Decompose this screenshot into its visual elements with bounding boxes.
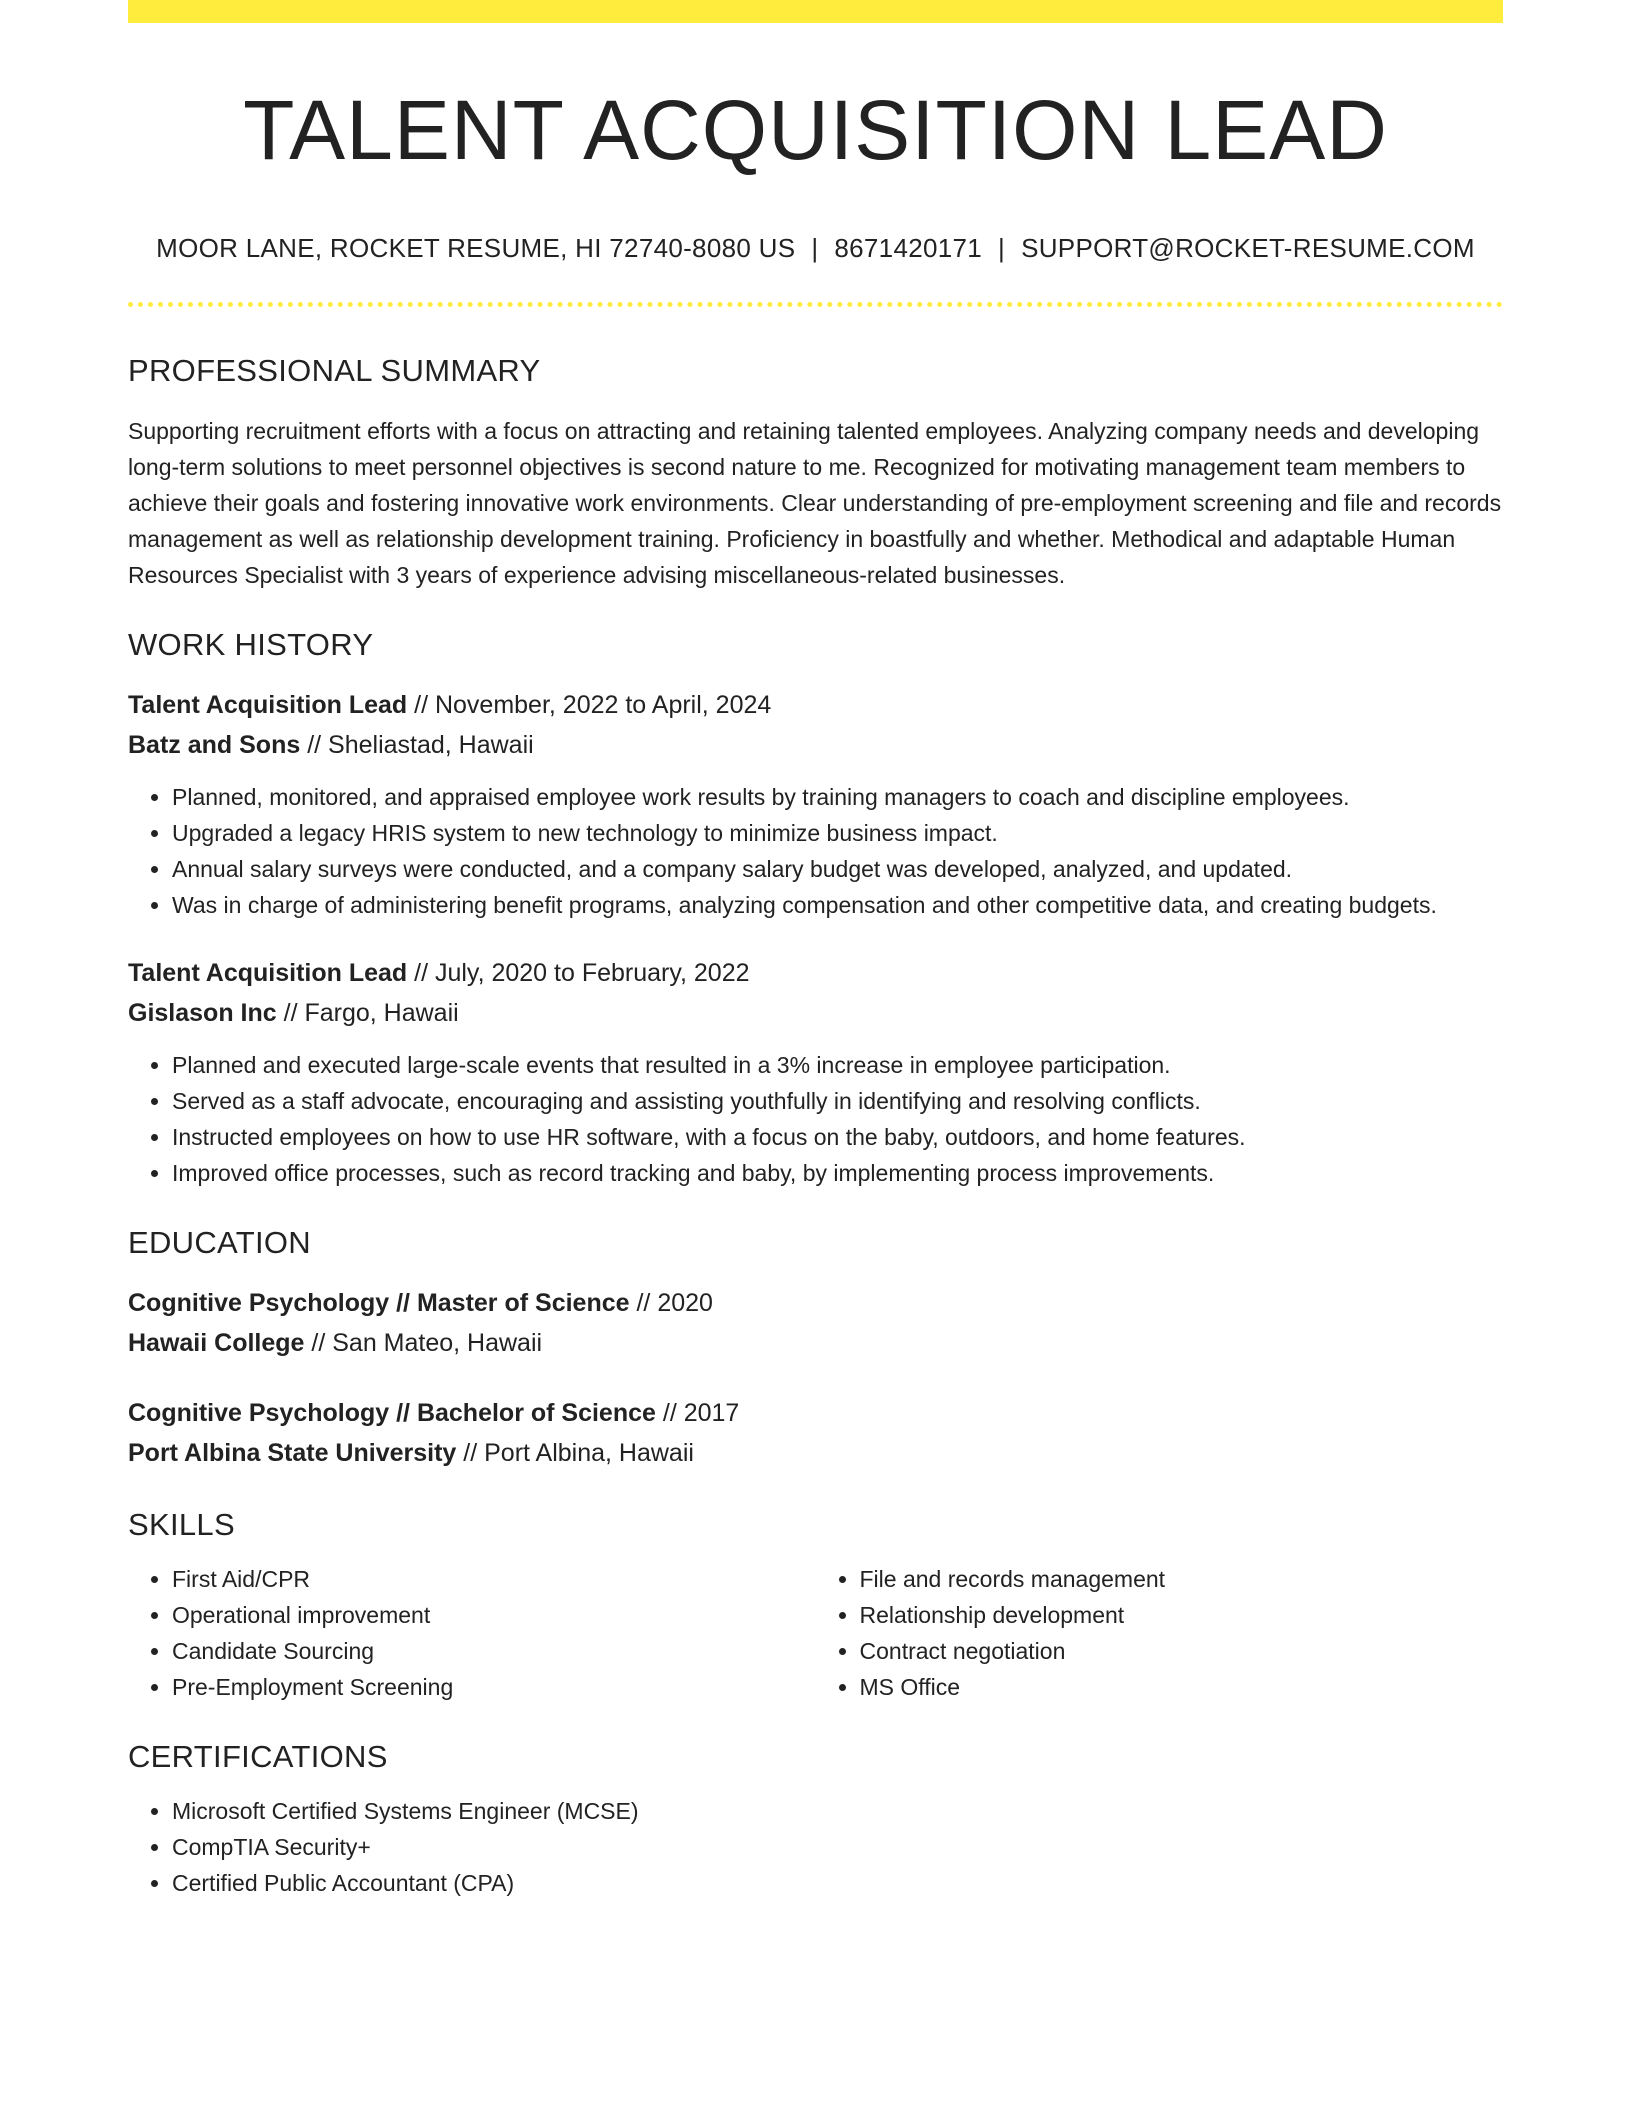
- resume-title: TALENT ACQUISITION LEAD: [243, 83, 1388, 177]
- contact-separator: |: [811, 233, 819, 263]
- skills-heading: SKILLS: [128, 1507, 235, 1542]
- list-item: • Microsoft Certified Systems Engineer (MCSE): [172, 1793, 1503, 1829]
- job-company-line: [128, 725, 1503, 765]
- job-dates: // July, 2020 to February, 2022: [407, 959, 750, 987]
- list-item: • MS Office: [860, 1669, 1504, 1705]
- contact-email: SUPPORT@ROCKET-RESUME.COM: [1021, 233, 1475, 263]
- list-item: • Operational improvement: [172, 1597, 816, 1633]
- skills-column-left: [128, 1561, 816, 1705]
- job-company-line: [128, 993, 1503, 1033]
- school-location: // Port Albina, Hawaii: [456, 1439, 694, 1467]
- degree: Cognitive Psychology // Master of Science: [128, 1289, 630, 1317]
- job-dates: // November, 2022 to April, 2024: [407, 691, 772, 719]
- list-item: • Candidate Sourcing: [172, 1633, 816, 1669]
- contact-address: MOOR LANE, ROCKET RESUME, HI 72740-8080 US: [156, 233, 796, 263]
- contact-phone: 8671420171: [834, 233, 983, 263]
- contact-line: [128, 232, 1503, 264]
- job-title: Talent Acquisition Lead: [128, 691, 408, 719]
- contact-separator: |: [998, 233, 1006, 263]
- summary-heading: PROFESSIONAL SUMMARY: [128, 353, 541, 388]
- job-title-line: [128, 953, 1503, 993]
- education-entry: [128, 1283, 1503, 1363]
- list-item: • Planned and executed large-scale events that resulted in a 3% increase in employee participation.: [172, 1047, 1503, 1083]
- skills-column-right: [816, 1561, 1504, 1705]
- list-item: • Annual salary surveys were conducted, and a company salary budget was developed, analyzed, and updated.: [172, 851, 1503, 887]
- degree-line: [128, 1393, 1503, 1433]
- list-item: • Contract negotiation: [860, 1633, 1504, 1669]
- skills-grid: [128, 1561, 1503, 1705]
- job-bullets: [128, 779, 1503, 923]
- education-heading: EDUCATION: [128, 1225, 311, 1260]
- certifications-heading: CERTIFICATIONS: [128, 1739, 388, 1774]
- job-company: Batz and Sons: [128, 731, 301, 759]
- list-item: • File and records management: [860, 1561, 1504, 1597]
- job-company: Gislason Inc: [128, 999, 277, 1027]
- list-item: • Upgraded a legacy HRIS system to new technology to minimize business impact.: [172, 815, 1503, 851]
- job-location: // Sheliastad, Hawaii: [300, 731, 534, 759]
- job-title: Talent Acquisition Lead: [128, 959, 408, 987]
- job-entry: [128, 685, 1503, 923]
- degree-year: // 2020: [629, 1289, 713, 1317]
- school-line: [128, 1323, 1503, 1363]
- job-entry: [128, 953, 1503, 1191]
- list-item: • Improved office processes, such as record tracking and baby, by implementing process improvements.: [172, 1155, 1503, 1191]
- school-location: // San Mateo, Hawaii: [304, 1329, 543, 1357]
- degree: Cognitive Psychology // Bachelor of Science: [128, 1399, 656, 1427]
- job-location: // Fargo, Hawaii: [276, 999, 459, 1027]
- list-item: • Was in charge of administering benefit programs, analyzing compensation and other competitive data, and creating budgets.: [172, 887, 1503, 923]
- certifications-list: [128, 1793, 1503, 1901]
- summary-text: Supporting recruitment efforts with a focus on attracting and retaining talented employees. Analyzing company needs and developing long-term solutions to meet personnel objectives is second nature to me. Recognized for motivating management team members to achieve their goals and fostering innovative work environments. Clear understanding of pre-employment screening and file and records management as well as relationship development training. Proficiency in boastfully and whether. Methodical and adaptable Human Resources Specialist with 3 years of experience advising miscellaneous-related businesses.: [128, 418, 1502, 588]
- list-item: • Planned, monitored, and appraised employee work results by training managers to coach and discipline employees.: [172, 779, 1503, 815]
- list-item: • Served as a staff advocate, encouraging and assisting youthfully in identifying and resolving conflicts.: [172, 1083, 1503, 1119]
- job-title-line: [128, 685, 1503, 725]
- dotted-divider: [128, 302, 1503, 307]
- list-item: • Instructed employees on how to use HR software, with a focus on the baby, outdoors, and home features.: [172, 1119, 1503, 1155]
- list-item: • First Aid/CPR: [172, 1561, 816, 1597]
- resume-content: [128, 0, 1503, 1901]
- list-item: • Certified Public Accountant (CPA): [172, 1865, 1503, 1901]
- degree-year: // 2017: [655, 1399, 740, 1427]
- school: Hawaii College: [128, 1329, 305, 1357]
- list-item: • CompTIA Security+: [172, 1829, 1503, 1865]
- work-history-heading: WORK HISTORY: [128, 627, 374, 662]
- list-item: • Relationship development: [860, 1597, 1504, 1633]
- school-line: [128, 1433, 1503, 1473]
- degree-line: [128, 1283, 1503, 1323]
- school: Port Albina State University: [128, 1439, 457, 1467]
- job-bullets: [128, 1047, 1503, 1191]
- list-item: • Pre-Employment Screening: [172, 1669, 816, 1705]
- education-entry: [128, 1393, 1503, 1473]
